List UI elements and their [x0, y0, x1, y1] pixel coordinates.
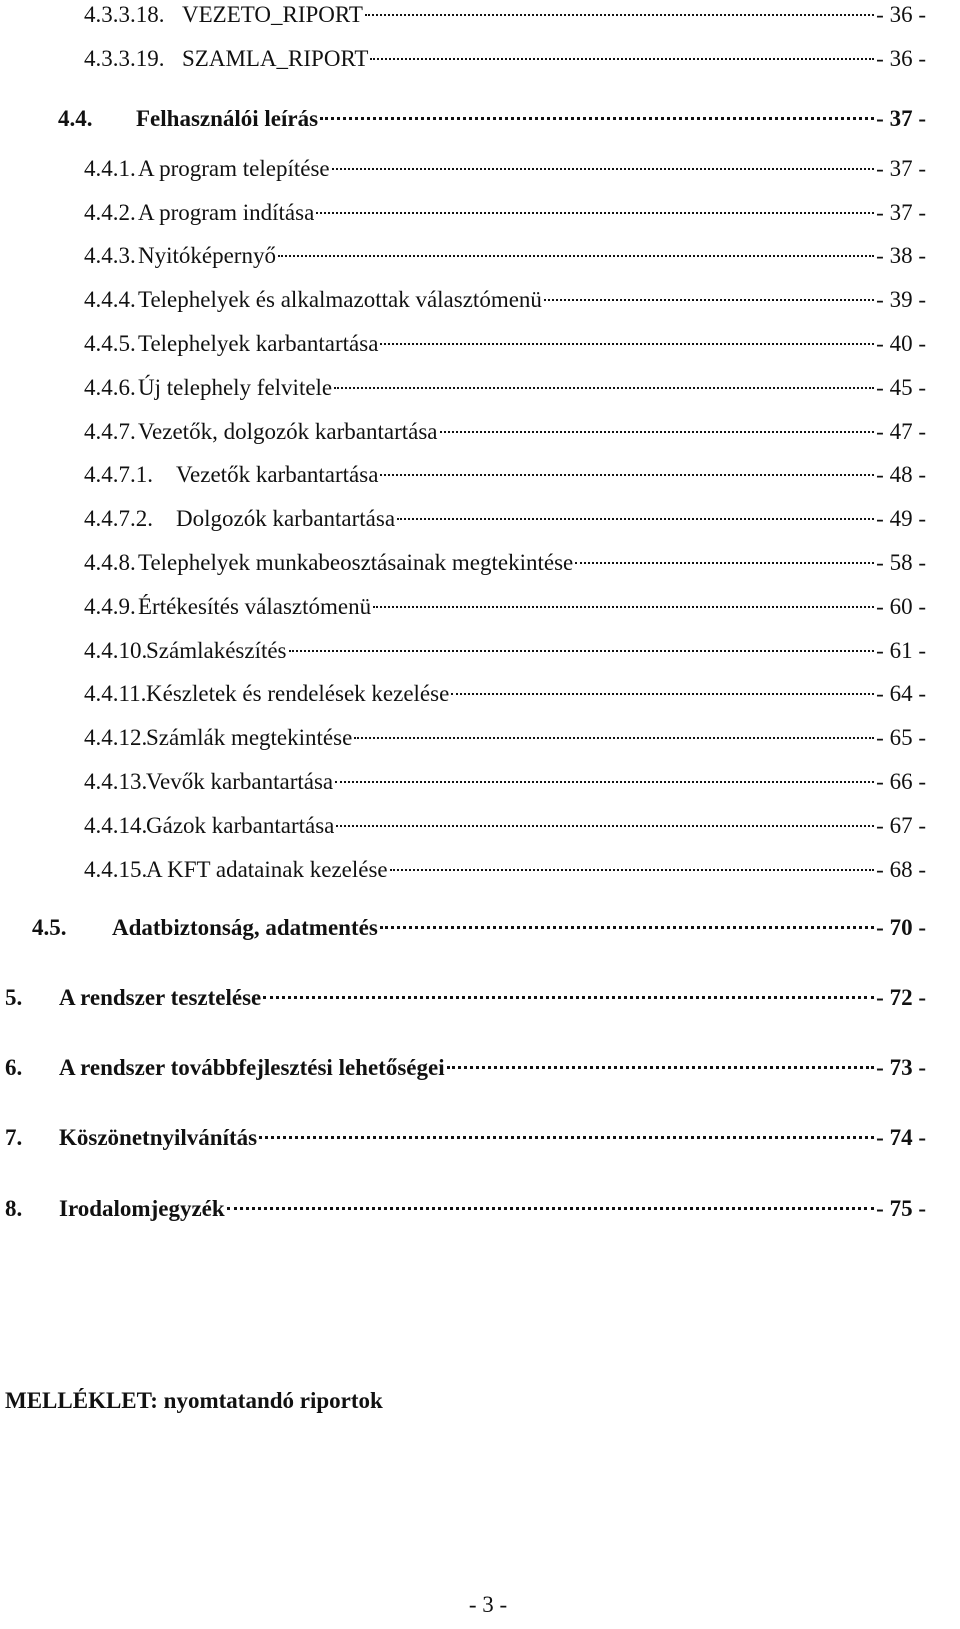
toc-entry-number: 4.4.4.: [84, 287, 136, 312]
toc-entry-title: Köszönetnyilvánítás: [59, 1125, 258, 1150]
dot-leader: [365, 14, 874, 16]
toc-entry-page: - 61 -: [876, 638, 926, 663]
toc-entry-number: 4.4.: [58, 106, 93, 131]
toc-entry-number: 4.4.10.: [84, 638, 148, 663]
toc-entry-number: 4.4.7.2.: [84, 506, 153, 531]
toc-entry-number: 4.3.3.19.: [84, 46, 165, 71]
toc-entry-number: 4.3.3.18.: [84, 2, 165, 27]
toc-entry-4-3-3-19[interactable]: [84, 44, 926, 74]
annex-heading[interactable]: MELLÉKLET: nyomtatandó riportok: [5, 1388, 383, 1413]
toc-entry-4-4-12[interactable]: [84, 723, 926, 753]
toc-entry-4-4-7-1[interactable]: [84, 460, 926, 490]
toc-entry-4-4-5[interactable]: [84, 329, 926, 359]
dot-leader: [227, 1207, 875, 1210]
toc-entry-page: - 37 -: [876, 156, 926, 181]
toc-entry-title: Számlakészítés: [146, 638, 287, 663]
toc-entry-page: - 68 -: [876, 857, 926, 882]
toc-entry-page: - 72 -: [876, 985, 926, 1010]
toc-entry-4-4-3[interactable]: [84, 241, 926, 271]
dot-leader: [373, 606, 874, 608]
toc-entry-page: - 36 -: [876, 46, 926, 71]
toc-entry-number: 4.5.: [32, 915, 67, 940]
toc-entry-title: A program indítása: [138, 200, 315, 225]
toc-entry-page: - 48 -: [876, 462, 926, 487]
toc-entry-title: A program telepítése: [138, 156, 330, 181]
toc-entry-number: 4.4.12.: [84, 725, 148, 750]
dot-leader: [259, 1136, 874, 1139]
toc-entry-title: Vevők karbantartása: [146, 769, 334, 794]
dot-leader: [332, 168, 875, 170]
toc-entry-4-4-7-2[interactable]: [84, 504, 926, 534]
dot-leader: [320, 117, 874, 120]
toc-entry-page: - 66 -: [876, 769, 926, 794]
toc-entry-number: 4.4.13.: [84, 769, 148, 794]
toc-entry-title: Telephelyek munkabeosztásainak megtekintése: [138, 550, 574, 575]
toc-entry-number: 4.4.7.1.: [84, 462, 153, 487]
dot-leader: [397, 518, 874, 520]
toc-entry-title: Dolgozók karbantartása: [176, 506, 396, 531]
dot-leader: [354, 737, 874, 739]
toc-entry-number: 4.4.11.: [84, 681, 147, 706]
toc-entry-page: - 36 -: [876, 2, 926, 27]
toc-entry-page: - 40 -: [876, 331, 926, 356]
toc-entry-number: 4.4.1.: [84, 156, 136, 181]
dot-leader: [380, 474, 874, 476]
dot-leader: [390, 869, 875, 871]
toc-entry-page: - 39 -: [876, 287, 926, 312]
toc-entry-number: 4.4.14.: [84, 813, 148, 838]
toc-entry-title: Vezetők, dolgozók karbantartása: [138, 419, 438, 444]
toc-entry-4-4[interactable]: [58, 104, 926, 134]
toc-entry-4-4-6[interactable]: [84, 373, 926, 403]
toc-entry-title: Felhasználói leírás: [136, 106, 319, 131]
toc-entry-page: - 70 -: [876, 915, 926, 940]
toc-entry-5[interactable]: [5, 983, 926, 1013]
toc-entry-number: 4.4.5.: [84, 331, 136, 356]
toc-entry-title: Telephelyek karbantartása: [138, 331, 379, 356]
toc-entry-page: - 67 -: [876, 813, 926, 838]
toc-entry-number: 8.: [5, 1196, 23, 1221]
toc-entry-4-4-4[interactable]: [84, 285, 926, 315]
toc-entry-title: Számlák megtekintése: [146, 725, 353, 750]
dot-leader: [575, 562, 874, 564]
toc-entry-4-3-3-18[interactable]: [84, 0, 926, 30]
toc-entry-page: - 58 -: [876, 550, 926, 575]
toc-entry-title: Gázok karbantartása: [146, 813, 335, 838]
toc-entry-page: - 60 -: [876, 594, 926, 619]
toc-entry-4-4-1[interactable]: [84, 154, 926, 184]
dot-leader: [335, 781, 874, 783]
dot-leader: [440, 431, 875, 433]
toc-entry-4-4-10[interactable]: [84, 636, 926, 666]
toc-entry-title: Nyitóképernyő: [138, 243, 276, 268]
dot-leader: [370, 58, 874, 60]
dot-leader: [447, 1066, 875, 1069]
toc-entry-4-4-15[interactable]: [84, 855, 926, 885]
toc-entry-title: A rendszer tesztelése: [59, 985, 262, 1010]
toc-entry-number: 4.4.2.: [84, 200, 136, 225]
toc-entry-title: Készletek és rendelések kezelése: [146, 681, 450, 706]
toc-entry-4-4-14[interactable]: [84, 811, 926, 841]
dot-leader: [451, 693, 874, 695]
toc-entry-number: 5.: [5, 985, 23, 1010]
toc-entry-title: Vezetők karbantartása: [176, 462, 379, 487]
dot-leader: [316, 212, 874, 214]
toc-entry-4-4-13[interactable]: [84, 767, 926, 797]
toc-entry-4-4-8[interactable]: [84, 548, 926, 578]
toc-entry-number: 4.4.6.: [84, 375, 136, 400]
toc-entry-page: - 75 -: [876, 1196, 926, 1221]
toc-entry-number: 4.4.3.: [84, 243, 136, 268]
toc-entry-8[interactable]: [5, 1194, 926, 1224]
toc-entry-4-4-9[interactable]: [84, 592, 926, 622]
toc-entry-title: VEZETO_RIPORT: [182, 2, 363, 27]
toc-entry-page: - 73 -: [876, 1055, 926, 1080]
toc-entry-6[interactable]: [5, 1053, 926, 1083]
toc-entry-title: Irodalomjegyzék: [59, 1196, 225, 1221]
toc-entry-page: - 64 -: [876, 681, 926, 706]
toc-entry-page: - 49 -: [876, 506, 926, 531]
toc-entry-number: 4.4.15.: [84, 857, 148, 882]
toc-entry-page: - 47 -: [876, 419, 926, 444]
toc-entry-7[interactable]: [5, 1123, 926, 1153]
page-number: - 3 -: [468, 1592, 508, 1617]
toc-entry-number: 4.4.7.: [84, 419, 136, 444]
toc-entry-title: Adatbiztonság, adatmentés: [112, 915, 378, 940]
toc-entry-number: 4.4.8.: [84, 550, 136, 575]
toc-entry-4-5[interactable]: [32, 913, 926, 943]
dot-leader: [336, 825, 874, 827]
toc-entry-title: Új telephely felvitele: [138, 375, 333, 400]
toc-entry-title: Értékesítés választómenü: [138, 594, 372, 619]
toc-entry-4-4-7[interactable]: [84, 417, 926, 447]
toc-entry-title: A rendszer továbbfejlesztési lehetőségei: [59, 1055, 445, 1080]
toc-entry-title: Telephelyek és alkalmazottak választómenü: [138, 287, 542, 312]
toc-entry-page: - 65 -: [876, 725, 926, 750]
toc-entry-page: - 74 -: [876, 1125, 926, 1150]
toc-entry-page: - 37 -: [876, 106, 926, 131]
dot-leader: [380, 926, 874, 929]
dot-leader: [278, 255, 874, 257]
toc-entry-number: 7.: [5, 1125, 23, 1150]
toc-entry-number: 4.4.9.: [84, 594, 136, 619]
dot-leader: [334, 387, 874, 389]
dot-leader: [544, 299, 874, 301]
toc-entry-title: SZAMLA_RIPORT: [182, 46, 369, 71]
toc-entry-number: 6.: [5, 1055, 23, 1080]
dot-leader: [263, 996, 874, 999]
dot-leader: [289, 650, 875, 652]
toc-entry-page: - 37 -: [876, 200, 926, 225]
toc-entry-page: - 45 -: [876, 375, 926, 400]
toc-entry-page: - 38 -: [876, 243, 926, 268]
toc-entry-4-4-11[interactable]: [84, 679, 926, 709]
toc-entry-4-4-2[interactable]: [84, 198, 926, 228]
toc-entry-title: A KFT adatainak kezelése: [146, 857, 388, 882]
dot-leader: [380, 343, 874, 345]
page-number-footer: [0, 1590, 960, 1620]
